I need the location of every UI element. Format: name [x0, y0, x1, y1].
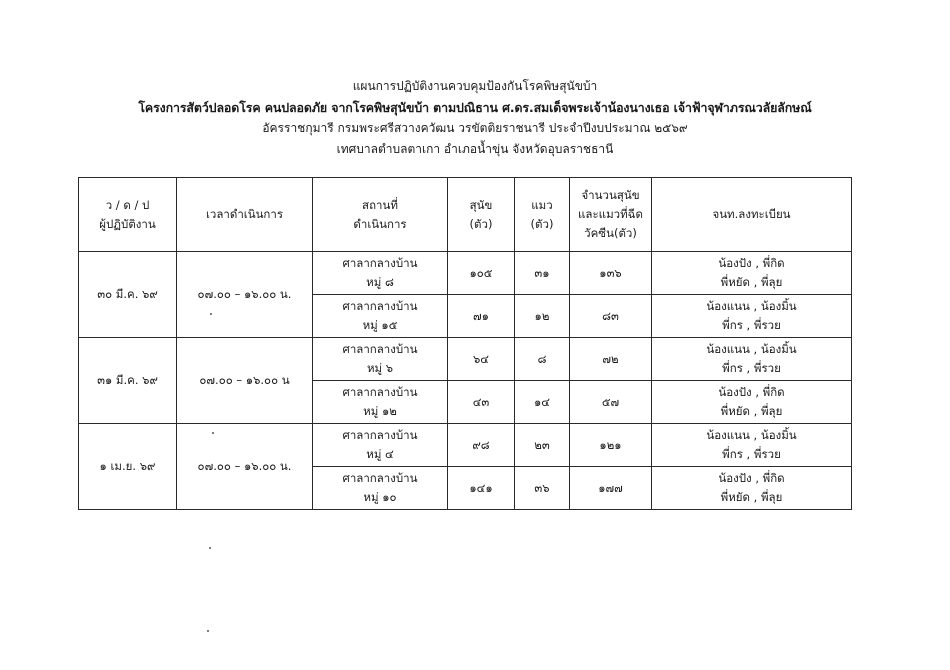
cats-cell: ๑๒ [515, 295, 570, 338]
vaccinated-cell: ๗๒ [570, 338, 652, 381]
dogs-cell: ๑๐๕ [448, 252, 515, 295]
time-cell: ๐๗.๐๐ – ๑๖.๐๐ น. [177, 424, 313, 510]
place-cell: ศาลากลางบ้าน หมู่ ๑๐ [313, 467, 448, 510]
time-cell: ๐๗.๐๐ – ๑๖.๐๐ น [177, 338, 313, 424]
staff-cell: น้องแนน , น้องมิ้น พี่กร , พี่รวย [652, 424, 852, 467]
scan-speck [207, 630, 209, 632]
table-row [79, 424, 852, 467]
project-title: โครงการสัตว์ปลอดโรค คนปลอดภัย จากโรคพิษสุนัขบ้า ตามปณิธาน ศ.ดร.สมเด็จพระเจ้าน้องนางเธอ เจ้าฟ้าจุฬาภรณวลัยลักษณ์ [138, 100, 812, 115]
organization-line: เทศบาลตำบลตาเกา อำเภอน้ำขุ่น จังหวัดอุบลราชธานี [336, 142, 614, 156]
header-date: ว / ด / ป ผู้ปฏิบัติงาน [79, 178, 177, 252]
staff-cell: น้องแนน , น้องมิ้น พี่กร , พี่รวย [652, 338, 852, 381]
staff-cell: น้องแนน , น้องมิ้น พี่กร , พี่รวย [652, 295, 852, 338]
cats-cell: ๒๓ [515, 424, 570, 467]
cats-cell: ๑๔ [515, 381, 570, 424]
header-time: เวลาดำเนินการ [177, 178, 313, 252]
scan-speck [209, 547, 211, 549]
table-row [79, 252, 852, 295]
date-cell: ๑ เม.ย. ๖๙ [79, 424, 177, 510]
staff-cell: น้องปัง , พี่กิด พี่หยัด , พี่ลุย [652, 252, 852, 295]
place-cell: ศาลากลางบ้าน หมู่ ๑๒ [313, 381, 448, 424]
place-cell: ศาลากลางบ้าน หมู่ ๔ [313, 424, 448, 467]
cats-cell: ๘ [515, 338, 570, 381]
document-title: แผนการปฏิบัติงานควบคุมป้องกันโรคพิษสุนัขบ้า [352, 79, 598, 93]
dogs-cell: ๙๘ [448, 424, 515, 467]
date-cell: ๓๑ มี.ค. ๖๙ [79, 338, 177, 424]
scan-speck [212, 432, 214, 434]
header-dogs: สุนัข (ตัว) [448, 178, 515, 252]
header-place: สถานที่ ดำเนินการ [313, 178, 448, 252]
staff-cell: น้องปัง , พี่กิด พี่หยัด , พี่ลุย [652, 381, 852, 424]
place-cell: ศาลากลางบ้าน หมู่ ๘ [313, 252, 448, 295]
staff-cell: น้องปัง , พี่กิด พี่หยัด , พี่ลุย [652, 467, 852, 510]
table-header-row [79, 178, 852, 252]
vaccination-schedule-table [78, 177, 852, 510]
document-header [0, 76, 950, 160]
cats-cell: ๓๖ [515, 467, 570, 510]
date-cell: ๓๐ มี.ค. ๖๙ [79, 252, 177, 338]
vaccinated-cell: ๑๗๗ [570, 467, 652, 510]
table-row [79, 338, 852, 381]
vaccinated-cell: ๑๓๖ [570, 252, 652, 295]
project-subtitle: อัครราชกุมารี กรมพระศรีสวางควัฒน วรขัตติยราชนารี ประจำปีงบประมาณ ๒๕๖๙ [262, 121, 688, 135]
dogs-cell: ๗๑ [448, 295, 515, 338]
vaccinated-cell: ๘๓ [570, 295, 652, 338]
place-cell: ศาลากลางบ้าน หมู่ ๖ [313, 338, 448, 381]
dogs-cell: ๑๔๑ [448, 467, 515, 510]
vaccinated-cell: ๕๗ [570, 381, 652, 424]
scan-speck [210, 313, 212, 315]
vaccinated-cell: ๑๒๑ [570, 424, 652, 467]
header-cats: แมว (ตัว) [515, 178, 570, 252]
dogs-cell: ๔๓ [448, 381, 515, 424]
time-cell: ๐๗.๐๐ – ๑๖.๐๐ น. [177, 252, 313, 338]
cats-cell: ๓๑ [515, 252, 570, 295]
header-vaccinated: จำนวนสุนัข และแมวที่ฉีด วัคซีน(ตัว) [570, 178, 652, 252]
header-staff: จนท.ลงทะเบียน [652, 178, 852, 252]
place-cell: ศาลากลางบ้าน หมู่ ๑๕ [313, 295, 448, 338]
dogs-cell: ๖๔ [448, 338, 515, 381]
